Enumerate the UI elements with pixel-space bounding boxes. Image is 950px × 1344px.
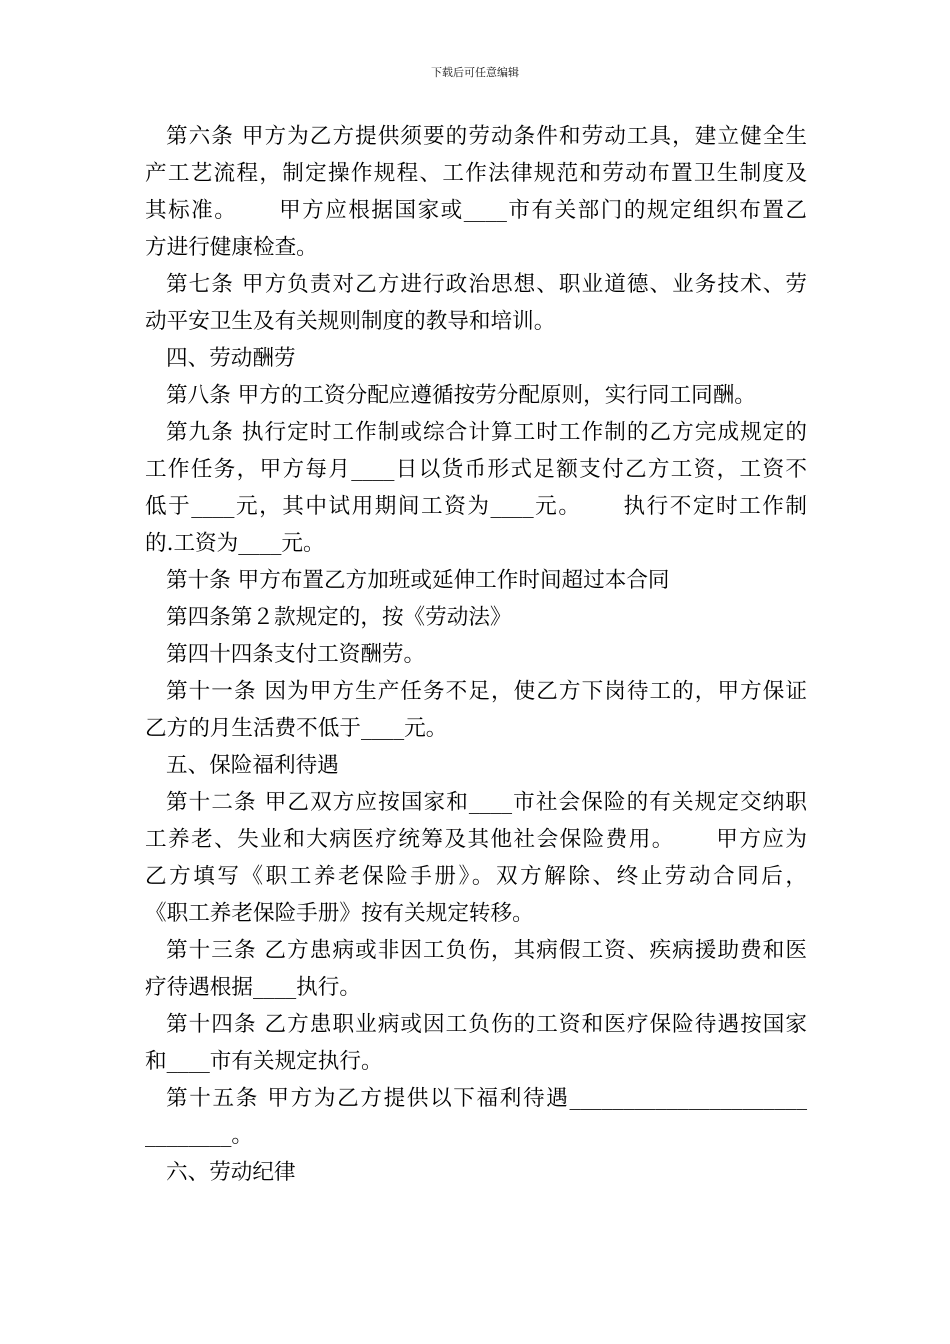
article-6-line-1: 第六条 甲方为乙方提供须要的劳动条件和劳动工具，建立健全生 [166, 124, 807, 149]
section-4-heading: 四、劳动酬劳 [166, 346, 296, 371]
article-9-line-4: 的.工资为____元。 [145, 531, 325, 556]
article-14-line-1: 第十四条 乙方患职业病或因工负伤的工资和医疗保险待遇按国家 [166, 1012, 807, 1037]
article-12-line-3: 乙方填写《职工养老保险手册》。双方解除、终止劳动合同后， [145, 864, 807, 889]
article-11-line-1: 第十一条 因为甲方生产任务不足，使乙方下岗待工的，甲方保证 [166, 679, 807, 704]
article-11-line-2: 乙方的月生活费不低于____元。 [145, 716, 448, 741]
article-9-line-3: 低于____元，其中试用期间工资为____元。 执行不定时工作制 [145, 494, 807, 519]
article-8-line-1: 第八条 甲方的工资分配应遵循按劳分配原则，实行同工同酬。 [166, 383, 756, 408]
article-9-line-1: 第九条 执行定时工作制或综合计算工时工作制的乙方完成规定的 [166, 420, 807, 445]
article-6-line-2: 产工艺流程，制定操作规程、工作法律规范和劳动布置卫生制度及 [145, 161, 807, 186]
article-10-line-3: 第四十四条支付工资酬劳。 [166, 642, 426, 667]
document-body [145, 118, 807, 1191]
article-9-line-2: 工作任务，甲方每月____日以货币形式足额支付乙方工资，工资不 [145, 457, 807, 482]
article-14-line-2: 和____市有关规定执行。 [145, 1049, 383, 1074]
article-7-line-2: 动平安卫生及有关规则制度的教导和培训。 [145, 309, 556, 334]
article-12-line-2: 工养老、失业和大病医疗统筹及其他社会保险费用。 甲方应为 [145, 827, 807, 852]
article-12-line-1: 第十二条 甲乙双方应按国家和____市社会保险的有关规定交纳职 [166, 790, 807, 815]
article-6-line-3: 其标准。 甲方应根据国家或____市有关部门的规定组织布置乙 [145, 198, 807, 223]
section-6-heading: 六、劳动纪律 [166, 1160, 296, 1185]
article-7-line-1: 第七条 甲方负责对乙方进行政治思想、职业道德、业务技术、劳 [166, 272, 807, 297]
article-10-line-1: 第十条 甲方布置乙方加班或延伸工作时间超过本合同 [166, 568, 670, 593]
article-15-line-2: ________。 [145, 1123, 253, 1148]
page-header-note: 下载后可任意编辑 [431, 66, 519, 79]
article-13-line-2: 疗待遇根据____执行。 [145, 975, 361, 1000]
article-6-line-4: 方进行健康检查。 [145, 235, 318, 260]
article-15-line-1: 第十五条 甲方为乙方提供以下福利待遇______________________ [166, 1086, 807, 1111]
article-12-line-4: 《职工养老保险手册》按有关规定转移。 [145, 901, 534, 926]
article-13-line-1: 第十三条 乙方患病或非因工负伤，其病假工资、疾病援助费和医 [166, 938, 807, 963]
article-10-line-2: 第四条第２款规定的，按《劳动法》 [166, 605, 512, 630]
section-5-heading: 五、保险福利待遇 [166, 753, 339, 778]
